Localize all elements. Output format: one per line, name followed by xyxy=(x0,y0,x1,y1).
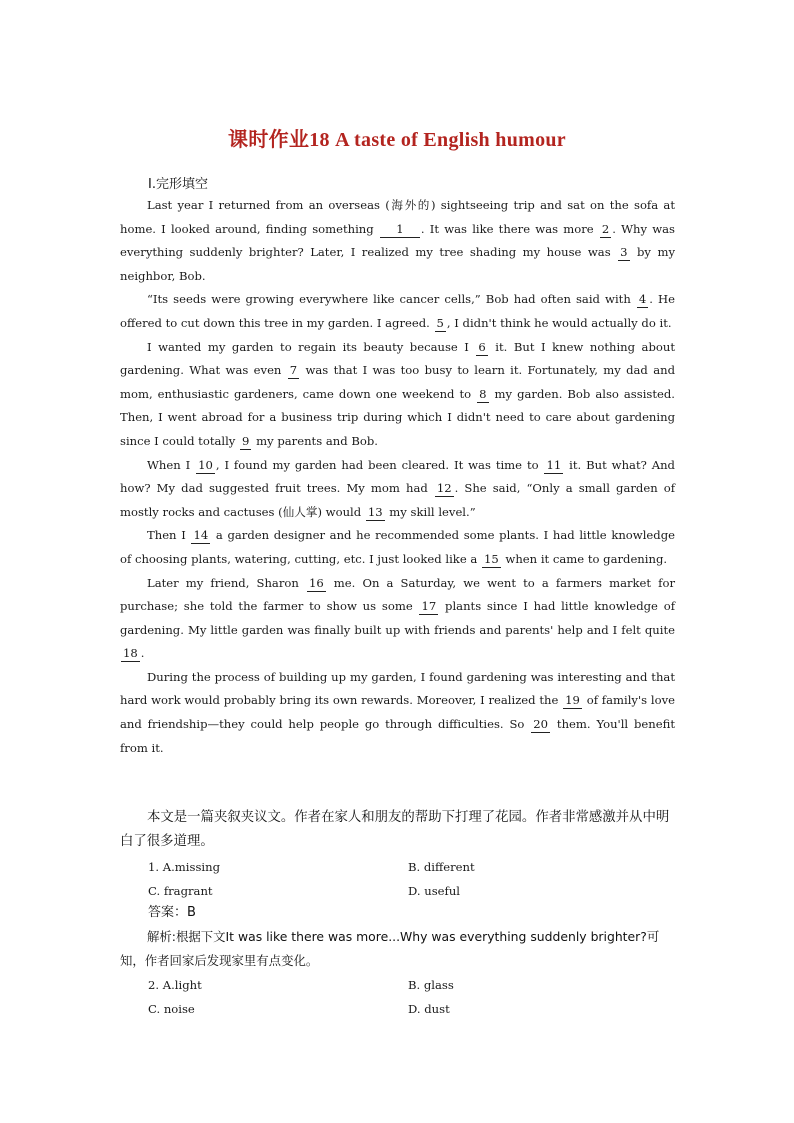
passage-paragraph-3 xyxy=(120,336,675,454)
passage-text: . xyxy=(140,646,145,661)
passage-text: Later my friend, Sharon xyxy=(147,575,306,590)
option-row xyxy=(148,997,668,1021)
passage-text: . She said, “Only a small garden of mostly rocks and cactuses (仙人掌) would xyxy=(120,481,676,519)
option-d: D. dust xyxy=(408,1002,450,1016)
blank-15: 15 xyxy=(483,551,499,566)
passage-paragraph-7 xyxy=(120,666,675,760)
passage-text: . It was like there was more xyxy=(420,221,599,236)
passage-text: “Its seeds were growing everywhere like cancer cells,” Bob had often said with xyxy=(147,292,636,307)
passage-text: was that I was too busy to learn it. Fortunately, my dad and mom, enthusiastic gardeners, came down one weekend to xyxy=(120,363,675,401)
blank-19: 19 xyxy=(565,693,580,708)
passage-summary: 本文是一篇夹叙夹议文。作者在家人和朋友的帮助下打理了花园。作者非常感激并从中明白了很多道理。 xyxy=(120,810,670,849)
passage-text: , I didn't think he would actually do it. xyxy=(446,315,672,330)
passage-text: Last year I returned from an overseas (海外的) sightseeing trip and sat on the sofa at home. I looked around, finding something xyxy=(120,198,675,236)
passage-text: my garden. Bob also assisted. Then, I went abroad for a business trip during which I didn't need to care about gardening since I could totally xyxy=(120,386,675,448)
passage-text: it. But I knew nothing about gardening. What was even xyxy=(120,339,675,378)
blank-9: 9 xyxy=(242,433,250,448)
passage-paragraph-6 xyxy=(120,572,675,666)
passage-text: , I found my garden had been cleared. It was time to xyxy=(215,457,544,472)
passage-text: of family's love and friendship—they could help people go through difficulties. So xyxy=(120,693,675,732)
passage-text: my skill level.” xyxy=(385,504,476,519)
passage-text: me. On a Saturday, we went to a farmers market for purchase; she told the farmer to show us some xyxy=(120,575,675,614)
blank-20: 20 xyxy=(533,717,549,732)
option-d: D. useful xyxy=(408,884,460,898)
explanation-1: 解析:根据下文It was like there was more...Why was everything suddenly brighter?可知，作者回家后发现家里有点变化。 xyxy=(120,929,660,968)
blank-13: 13 xyxy=(367,504,383,519)
passage-text: During the process of building up my garden, I found gardening was interesting and that hard work would probably bring its own rewards. Moreover, I realized the xyxy=(120,669,675,708)
passage-text: it. But what? And how? My dad suggested fruit trees. My mom had xyxy=(120,457,675,496)
passage-text: . Why was everything suddenly brighter? Later, I realized my tree shading my house was xyxy=(120,221,675,260)
blank-18: 18 xyxy=(123,646,138,661)
question-1-options xyxy=(148,855,668,903)
passage-text: I wanted my garden to regain its beauty because I xyxy=(147,339,476,354)
answer-1: 答案：B xyxy=(148,905,196,920)
passage-text: my parents and Bob. xyxy=(252,433,378,448)
blank-17: 17 xyxy=(421,599,437,614)
blank-16: 16 xyxy=(308,575,324,590)
blank-5: 5 xyxy=(436,315,444,330)
blank-14: 14 xyxy=(193,528,209,543)
option-b: B. glass xyxy=(408,978,454,992)
passage-text: When I xyxy=(147,457,196,472)
blank-3: 3 xyxy=(620,245,628,260)
blank-2: 2 xyxy=(601,221,610,236)
page-title: 课时作业18 A taste of English humour xyxy=(228,129,566,151)
blank-4: 4 xyxy=(638,292,647,307)
option-b: B. different xyxy=(408,860,475,874)
passage-text: them. You'll benefit from it. xyxy=(120,717,676,755)
blank-1: 1 xyxy=(380,222,420,238)
option-row xyxy=(148,879,668,903)
blank-11: 11 xyxy=(546,457,562,472)
option-a: 1. A.missing xyxy=(148,860,221,874)
blank-12: 12 xyxy=(436,481,452,496)
passage-text: . He offered to cut down this tree in my garden. I agreed. xyxy=(120,292,676,330)
option-row xyxy=(148,855,668,879)
section-heading: Ⅰ.完形填空 xyxy=(148,177,208,192)
blank-8: 8 xyxy=(479,386,487,401)
option-a: 2. A.light xyxy=(148,978,202,992)
passage-text: plants since I had little knowledge of gardening. My little garden was finally built up with friends and parents' help and I felt quite xyxy=(120,599,675,637)
passage-paragraph-1 xyxy=(120,194,675,288)
cloze-passage xyxy=(120,194,675,760)
passage-text: Then I xyxy=(147,528,191,543)
option-row xyxy=(148,973,668,997)
blank-10: 10 xyxy=(198,457,213,472)
passage-paragraph-5 xyxy=(120,524,675,571)
option-c: C. noise xyxy=(148,1002,195,1016)
option-c: C. fragrant xyxy=(148,884,213,898)
blank-6: 6 xyxy=(478,339,486,354)
passage-paragraph-4 xyxy=(120,454,675,525)
passage-text: by my neighbor, Bob. xyxy=(120,245,675,283)
passage-paragraph-2 xyxy=(120,288,675,335)
question-2-options xyxy=(148,973,668,1021)
blank-7: 7 xyxy=(289,363,298,378)
passage-text: a garden designer and he recommended some plants. I had little knowledge of choosing plants, watering, cutting, etc. I just looked like a xyxy=(120,528,675,566)
passage-text: when it came to gardening. xyxy=(501,551,668,566)
